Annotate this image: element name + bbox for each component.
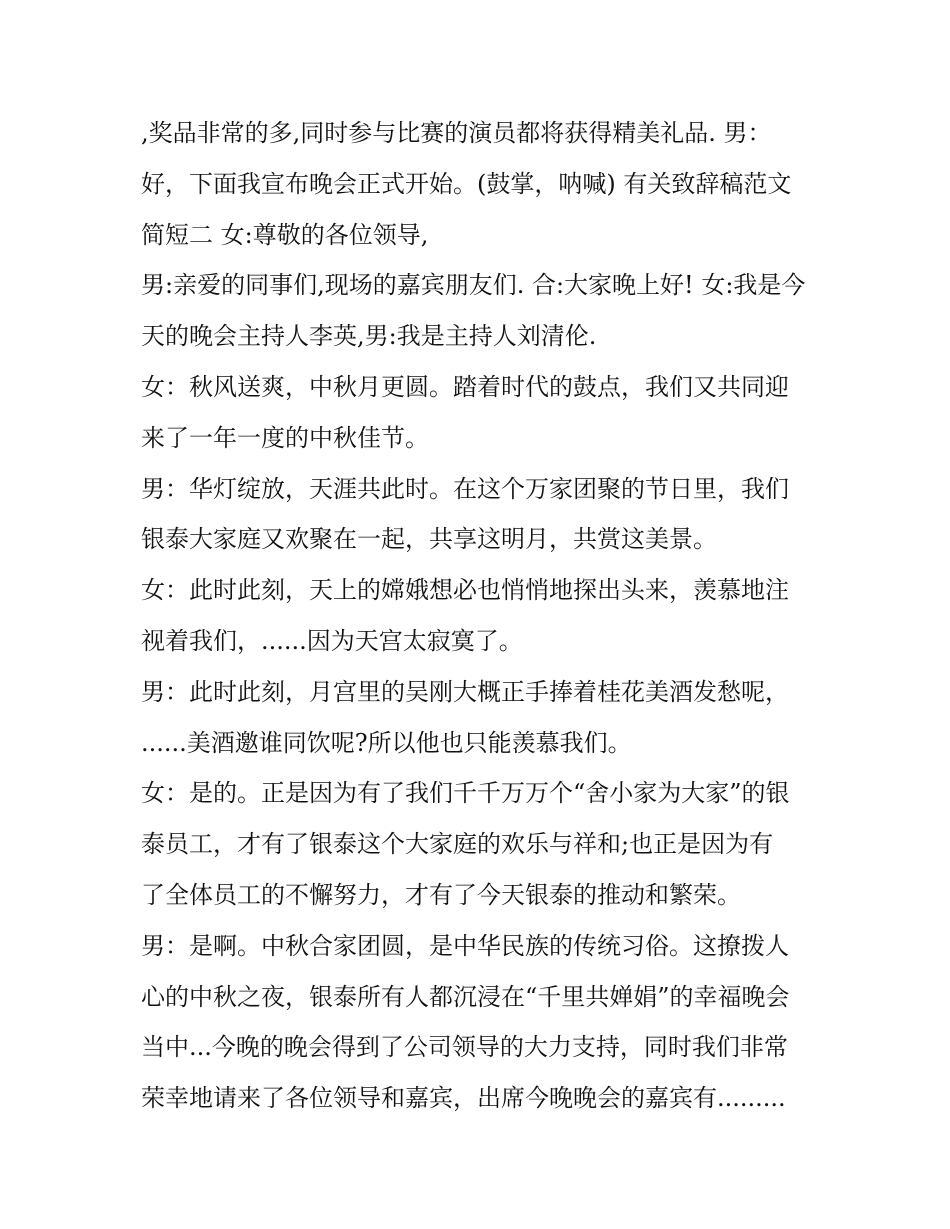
- text-line: ,奖品非常的多,同时参与比赛的演员都将获得精美礼品. 男：: [141, 119, 772, 147]
- text-line: ......美酒邀谁同饮呢?所以他也只能羡慕我们。: [141, 728, 632, 757]
- text-line: 天的晚会主持人李英,男:我是主持人刘清伦.: [141, 322, 597, 351]
- text-line: 男:亲爱的同事们,现场的嘉宾朋友们. 合:大家晚上好! 女:我是今: [141, 271, 806, 300]
- text-line: 女：是的。正是因为有了我们千千万万个“舍小家为大家”的银: [141, 779, 790, 808]
- text-line: 当中...今晚的晚会得到了公司领导的大力支持，同时我们非常: [141, 1033, 788, 1062]
- text-line: 男：华灯绽放，天涯共此时。在这个万家团聚的节日里，我们: [141, 474, 789, 503]
- text-line: 女：此时此刻，天上的嫦娥想必也悄悄地探出头来，羡慕地注: [141, 576, 789, 605]
- text-line: 荣幸地请来了各位领导和嘉宾，出席今晚晚会的嘉宾有.........: [141, 1084, 786, 1113]
- text-line: 泰员工，才有了银泰这个大家庭的欢乐与祥和;也正是因为有: [141, 830, 774, 859]
- text-line: 来了一年一度的中秋佳节。: [141, 423, 429, 452]
- document-body: [141, 108, 821, 1124]
- text-line: 好，下面我宣布晚会正式开始。(鼓掌，呐喊) 有关致辞稿范文: [141, 169, 792, 198]
- text-line: 心的中秋之夜，银泰所有人都沉浸在“千里共婵娟”的幸福晚会: [141, 982, 790, 1011]
- text-line: 男：此时此刻，月宫里的吴刚大概正手捧着桂花美酒发愁呢，: [141, 677, 789, 706]
- text-line: 女：秋风送爽，中秋月更圆。踏着时代的鼓点，我们又共同迎: [141, 372, 789, 401]
- text-line: 男：是啊。中秋合家团圆，是中华民族的传统习俗。这撩拨人: [141, 931, 789, 960]
- text-line: 简短二 女:尊敬的各位领导,: [141, 220, 429, 249]
- text-line: 银泰大家庭又欢聚在一起，共享这明月，共赏这美景。: [141, 525, 717, 554]
- text-line: 了全体员工的不懈努力，才有了今天银泰的推动和繁荣。: [141, 880, 741, 909]
- text-line: 视着我们，......因为天宫太寂寞了。: [141, 626, 523, 655]
